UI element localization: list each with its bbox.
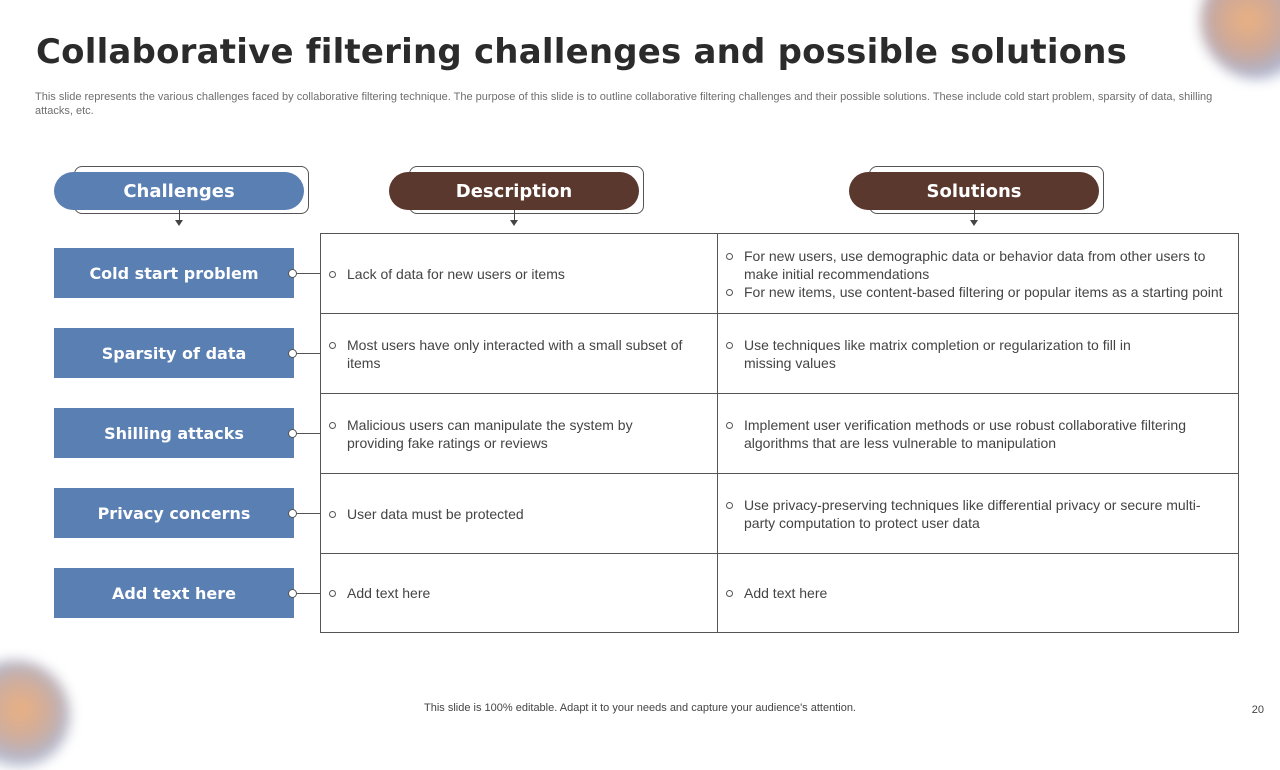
connector-dot bbox=[288, 429, 297, 438]
header-solutions-pill: Solutions bbox=[849, 172, 1099, 210]
decorative-gradient-top-right bbox=[1200, 0, 1280, 80]
header-description bbox=[389, 166, 649, 230]
description-cell bbox=[321, 234, 717, 313]
bullet-item: Add text here bbox=[347, 584, 717, 602]
header-arrow-line bbox=[514, 210, 515, 220]
bullet-item: Implement user verification methods or use robust collaborative filtering algorithms that are less vulnerable to manipulation bbox=[744, 416, 1218, 452]
description-cell bbox=[321, 394, 717, 473]
bullet-item: For new items, use content-based filtering or popular items as a starting point bbox=[744, 283, 1228, 301]
solutions-cell bbox=[718, 474, 1238, 553]
header-challenges-pill: Challenges bbox=[54, 172, 304, 210]
page-subtitle: This slide represents the various challenges faced by collaborative filtering technique. The purpose of this slide is to outline collaborative filtering challenges and their possible solutions. These include cold start problem, sparsity of data, shilling attacks, etc. bbox=[35, 91, 1213, 117]
bullet-item: For new users, use demographic data or behavior data from other users to make initial recommendations bbox=[744, 247, 1228, 283]
challenge-box-cold-start: Cold start problem bbox=[54, 248, 294, 298]
connector-dot bbox=[288, 589, 297, 598]
bullet-item: User data must be protected bbox=[347, 505, 717, 523]
challenge-box-sparsity: Sparsity of data bbox=[54, 328, 294, 378]
header-challenges bbox=[54, 166, 314, 230]
description-cell bbox=[321, 554, 717, 632]
header-arrow-line bbox=[179, 210, 180, 220]
bullet-item: Use techniques like matrix completion or regularization to fill in missing values bbox=[744, 336, 1148, 372]
arrow-down-icon bbox=[510, 220, 518, 226]
arrow-down-icon bbox=[175, 220, 183, 226]
solutions-cell bbox=[718, 314, 1238, 393]
bullet-item: Most users have only interacted with a small subset of items bbox=[347, 336, 687, 372]
header-solutions bbox=[849, 166, 1109, 230]
description-cell bbox=[321, 474, 717, 553]
connector-line bbox=[294, 273, 320, 274]
decorative-gradient-bottom-left bbox=[0, 660, 70, 770]
description-solutions-table bbox=[320, 233, 1239, 633]
bullet-item: Add text here bbox=[744, 584, 1238, 602]
bullet-item: Use privacy-preserving techniques like differential privacy or secure multi-party computation to protect user data bbox=[744, 496, 1226, 532]
challenge-box-add-text: Add text here bbox=[54, 568, 294, 618]
solutions-cell bbox=[718, 394, 1238, 473]
footer-note: This slide is 100% editable. Adapt it to your needs and capture your audience's attention. bbox=[424, 702, 856, 714]
connector-dot bbox=[288, 509, 297, 518]
solutions-cell bbox=[718, 234, 1238, 313]
page-number: 20 bbox=[1251, 704, 1264, 716]
bullet-item: Malicious users can manipulate the system by providing fake ratings or reviews bbox=[347, 416, 667, 452]
header-arrow-line bbox=[974, 210, 975, 220]
connector-dot bbox=[288, 349, 297, 358]
connector-line bbox=[294, 433, 320, 434]
arrow-down-icon bbox=[970, 220, 978, 226]
challenge-box-privacy: Privacy concerns bbox=[54, 488, 294, 538]
connector-line bbox=[294, 353, 320, 354]
solutions-cell bbox=[718, 554, 1238, 632]
header-description-pill: Description bbox=[389, 172, 639, 210]
description-cell bbox=[321, 314, 717, 393]
connector-dot bbox=[288, 269, 297, 278]
challenge-box-shilling: Shilling attacks bbox=[54, 408, 294, 458]
page-title: Collaborative filtering challenges and possible solutions bbox=[36, 32, 1128, 72]
bullet-item: Lack of data for new users or items bbox=[347, 265, 717, 283]
connector-line bbox=[294, 513, 320, 514]
connector-line bbox=[294, 593, 320, 594]
